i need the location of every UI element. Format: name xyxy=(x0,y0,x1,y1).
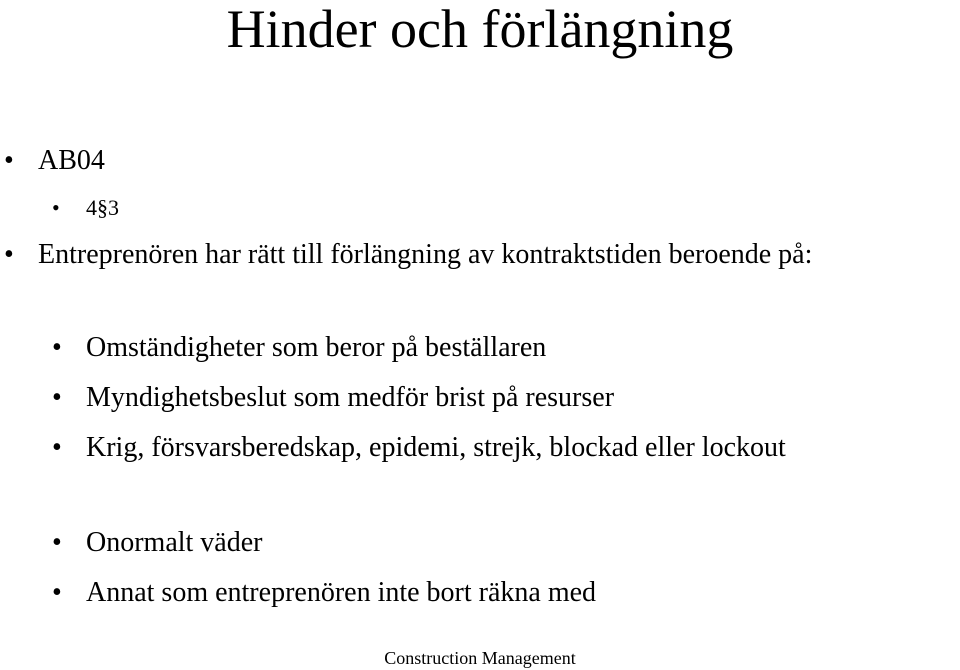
bullet-item-authority-decision xyxy=(52,375,946,421)
slide-footer: Construction Management xyxy=(384,648,576,668)
bullet-text: AB04 xyxy=(38,145,105,176)
bullet-text: Annat som entreprenören inte bort räkna med xyxy=(86,577,597,608)
bullet-text: Omständigheter som beror på beställaren xyxy=(86,332,547,363)
bullet-icon: • xyxy=(52,195,60,220)
bullet-item-war-strike xyxy=(52,425,866,471)
bullet-text: Entreprenören har rätt till förlängning av kontraktstiden beroende på: xyxy=(38,239,813,270)
bullet-text: Onormalt väder xyxy=(86,527,263,558)
slide-title: Hinder och förlängning xyxy=(226,0,734,59)
bullet-text: 4§3 xyxy=(86,195,119,220)
bullet-item-abnormal-weather xyxy=(52,520,946,566)
bullet-icon: • xyxy=(52,382,62,413)
bullet-item-ab04 xyxy=(4,140,918,181)
bullet-icon: • xyxy=(4,145,14,176)
bullet-text: Krig, försvarsberedskap, epidemi, strejk, blockad eller lockout xyxy=(86,432,786,463)
bullet-item-paragraph-ref xyxy=(52,190,486,226)
bullet-icon: • xyxy=(52,432,62,463)
bullet-item-right-to-extension xyxy=(4,234,918,275)
bullet-icon: • xyxy=(4,239,14,270)
bullet-item-unforeseen xyxy=(52,570,946,616)
bullet-text: Myndighetsbeslut som medför brist på resurser xyxy=(86,382,615,413)
bullet-icon: • xyxy=(52,332,62,363)
bullet-icon: • xyxy=(52,527,62,558)
bullet-item-client-circumstances xyxy=(52,325,946,371)
bullet-icon: • xyxy=(52,577,62,608)
